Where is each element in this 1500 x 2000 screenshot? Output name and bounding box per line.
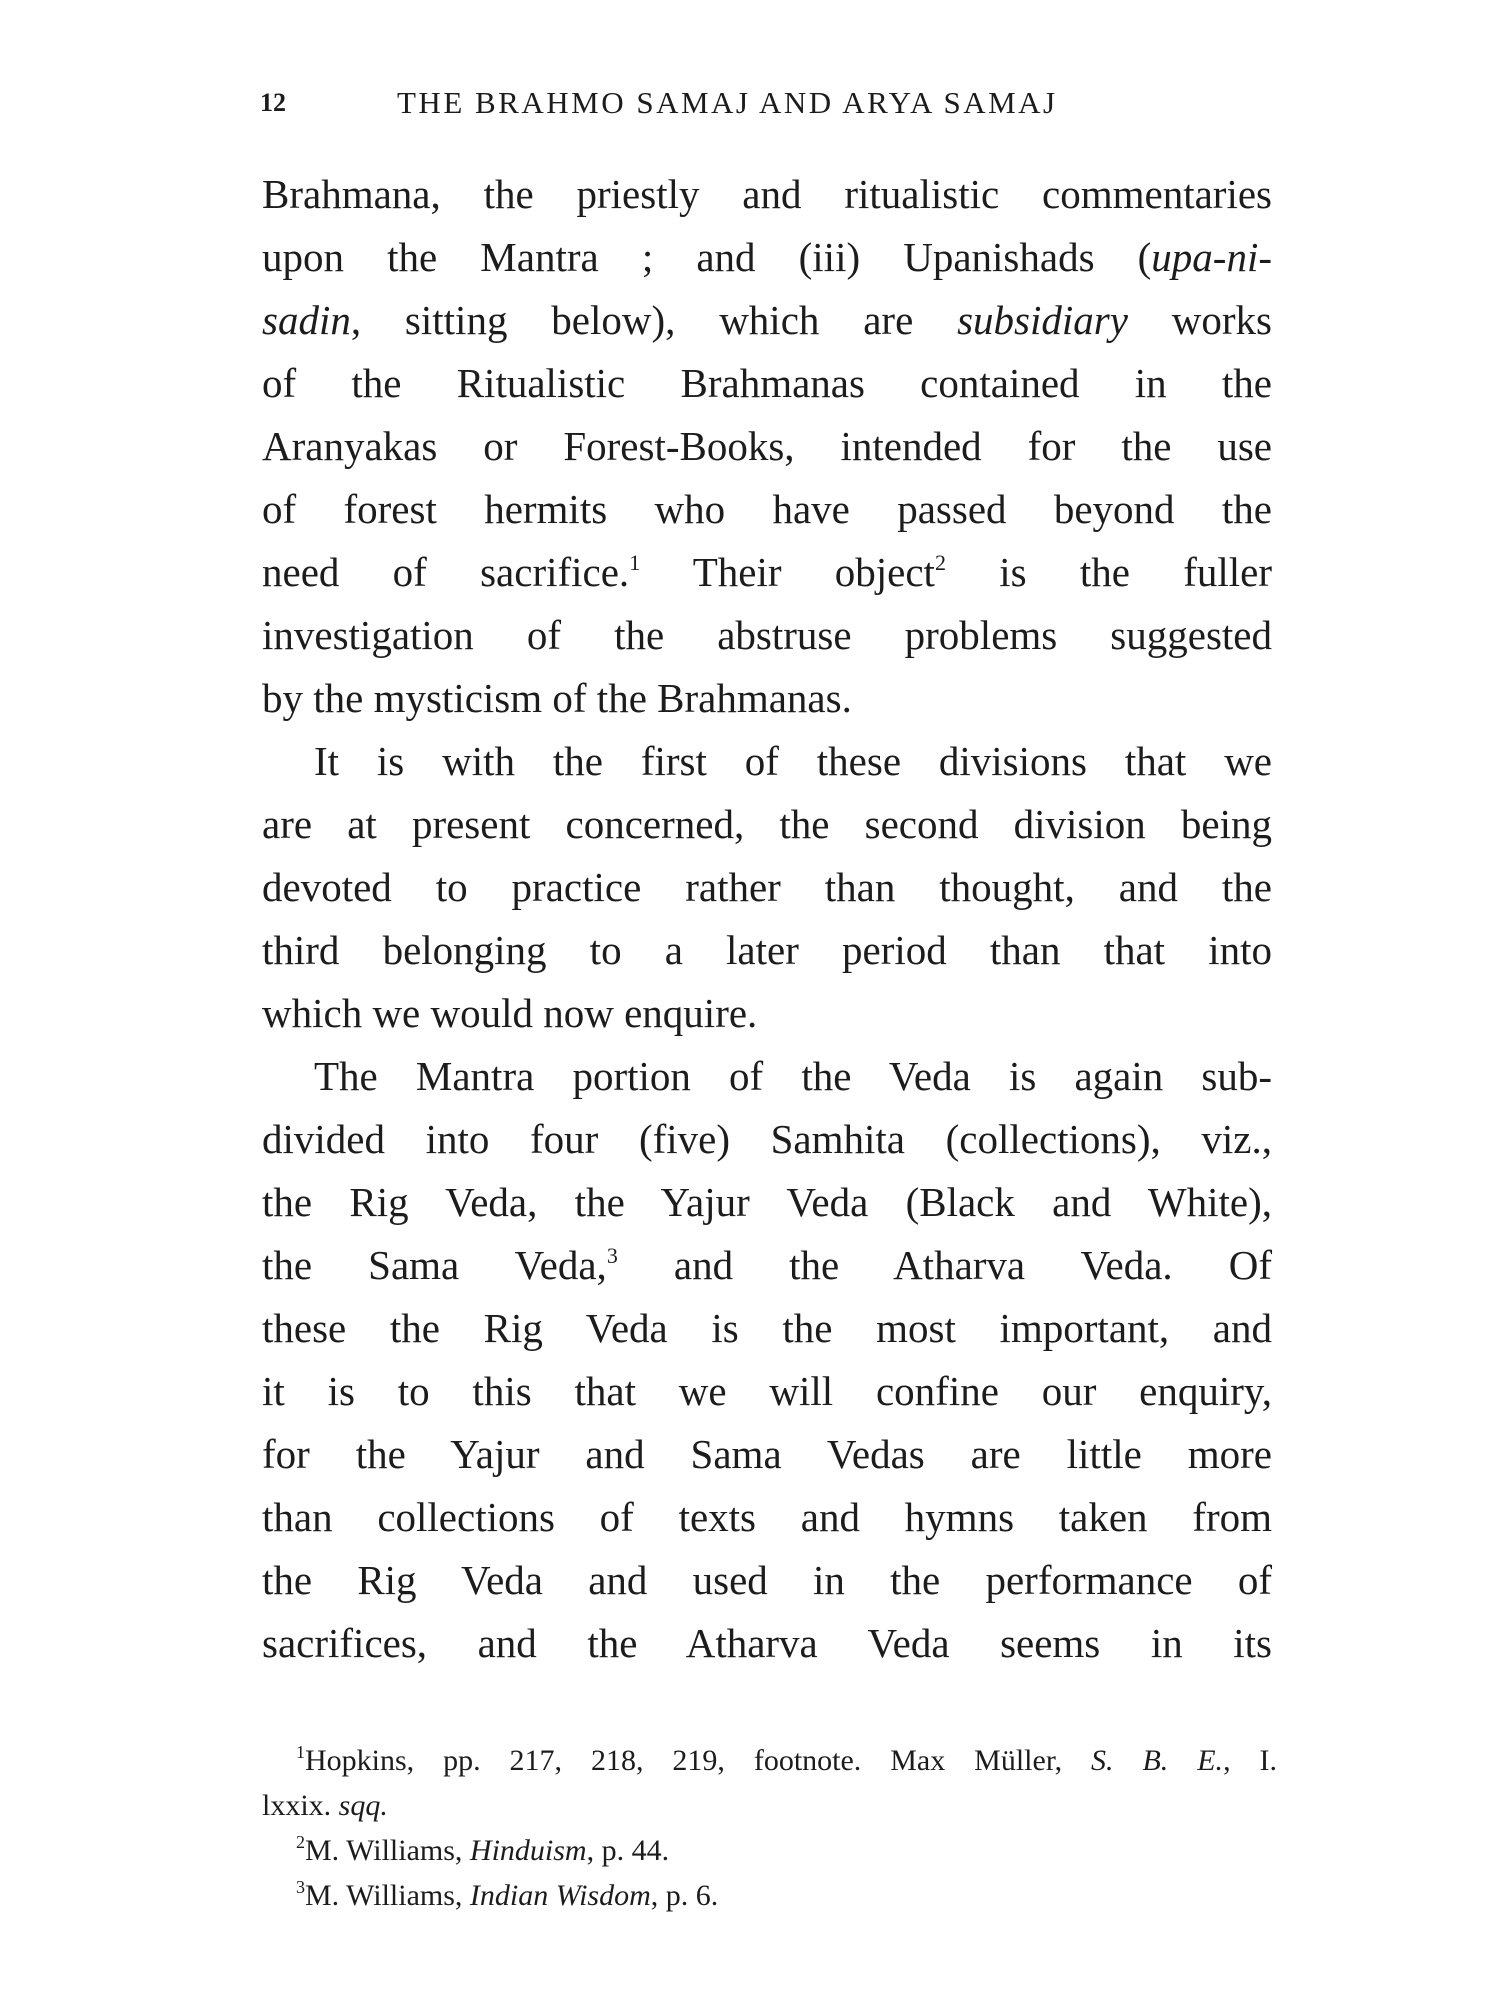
paragraph-3 bbox=[262, 1045, 1272, 1675]
text-line: these the Rig Veda is the most important, and bbox=[262, 1305, 1272, 1351]
text-line: need of sacrifice.$^1$ Their object$^2$ is the fuller bbox=[262, 549, 1272, 595]
text-line: of the Ritualistic Brahmanas contained in the bbox=[262, 360, 1272, 406]
text-line: for the Yajur and Sama Vedas are little more bbox=[262, 1431, 1272, 1477]
text-line: the Rig Veda and used in the performance of bbox=[262, 1557, 1272, 1603]
text-line: investigation of the abstruse problems suggested bbox=[262, 612, 1272, 658]
text-line: than collections of texts and hymns taken from bbox=[262, 1494, 1272, 1540]
footnote-ref-1: 1 bbox=[629, 550, 641, 575]
text-line: sadin, sitting below), which are subsidiary works bbox=[262, 297, 1272, 343]
text-line: upon the Mantra ; and (iii) Upanishads (upa-ni- bbox=[262, 234, 1272, 280]
text-line: divided into four (five) Samhita (collections), viz., bbox=[262, 1116, 1272, 1162]
text-line: the Sama Veda,$^3$ and the Atharva Veda. Of bbox=[262, 1242, 1272, 1288]
main-text bbox=[262, 163, 1272, 1675]
text-line: devoted to practice rather than thought, and the bbox=[262, 864, 1272, 910]
text-line: the Rig Veda, the Yajur Veda (Black and White), bbox=[262, 1179, 1272, 1225]
paragraph-2 bbox=[262, 730, 1272, 1045]
footnote-1: $^1$Hopkins, pp. 217, 218, 219, footnote. Max Müller, S. B. E., I. bbox=[296, 1742, 1277, 1777]
text-line: Aranyakas or Forest-Books, intended for the use bbox=[262, 423, 1272, 469]
footnote-3: $^3$M. Williams, Indian Wisdom, p. 6. bbox=[296, 1877, 719, 1912]
text-line: It is with the first of these divisions that we bbox=[314, 738, 1272, 784]
text-line: sacrifices, and the Atharva Veda seems in its bbox=[262, 1620, 1272, 1666]
footnotes bbox=[262, 1738, 1277, 1918]
running-head bbox=[255, 78, 1275, 128]
text-line: are at present concerned, the second division being bbox=[262, 801, 1272, 847]
text-line: Brahmana, the priestly and ritualistic commentaries bbox=[262, 171, 1272, 217]
text-line: third belonging to a later period than that into bbox=[262, 927, 1272, 973]
text-line: which we would now enquire. bbox=[262, 990, 758, 1036]
text-line: of forest hermits who have passed beyond the bbox=[262, 486, 1272, 532]
footnote-1-continued: lxxix. sqq. bbox=[262, 1789, 388, 1822]
page-number: 12 bbox=[260, 88, 286, 117]
footnote-2: $^2$M. Williams, Hinduism, p. 44. bbox=[296, 1832, 670, 1867]
text-line: it is to this that we will confine our enquiry, bbox=[262, 1368, 1272, 1414]
text-line: The Mantra portion of the Veda is again sub- bbox=[314, 1053, 1272, 1099]
footnote-ref-2: 2 bbox=[934, 550, 946, 575]
text-line: by the mysticism of the Brahmanas. bbox=[262, 675, 852, 721]
paragraph-1 bbox=[262, 163, 1272, 730]
footnote-ref-3: 3 bbox=[606, 1243, 618, 1268]
running-title: THE BRAHMO SAMAJ AND ARYA SAMAJ bbox=[397, 85, 1058, 120]
